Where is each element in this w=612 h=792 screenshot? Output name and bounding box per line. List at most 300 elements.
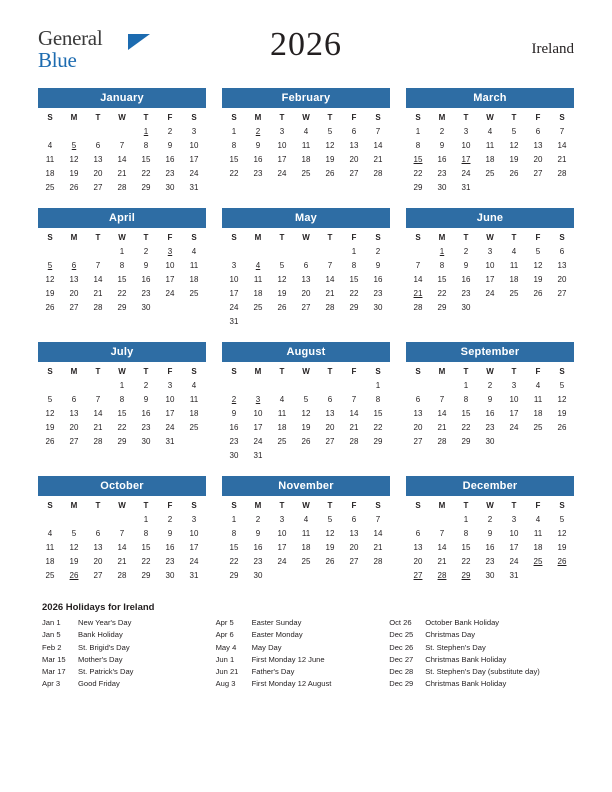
holiday-row (212, 617, 376, 629)
weekday-header: F (351, 501, 357, 510)
day-cell: 15 (349, 274, 359, 284)
weekday-header: T (327, 233, 333, 242)
week-row (406, 286, 574, 300)
day-cell: 5 (327, 126, 333, 136)
day-cell-empty (550, 180, 574, 194)
day-cell: 17 (277, 542, 287, 552)
day-cell: 27 (69, 436, 79, 446)
day-cell: 18 (253, 288, 263, 298)
holiday-name: Mother's Day (78, 654, 123, 664)
day-cell: 25 (485, 168, 495, 178)
day-cell: 4 (191, 246, 197, 256)
day-cell: 15 (117, 274, 127, 284)
day-cell: 28 (93, 436, 103, 446)
week-row (222, 258, 390, 272)
week-row (222, 392, 390, 406)
day-cell: 8 (415, 140, 421, 150)
day-cell-empty (86, 244, 110, 258)
week-row (222, 152, 390, 166)
day-cell: 21 (373, 542, 383, 552)
day-cell: 12 (509, 140, 519, 150)
day-cell-holiday: 5 (47, 260, 53, 270)
holidays-title: 2026 Holidays for Ireland (42, 602, 155, 613)
day-cell: 8 (463, 394, 469, 404)
day-cell: 23 (485, 422, 495, 432)
week-row (406, 258, 574, 272)
day-cell: 24 (509, 422, 519, 432)
weekday-header: S (47, 367, 53, 376)
weekday-header: S (231, 367, 237, 376)
weekday-header: S (191, 113, 197, 122)
day-cell: 14 (117, 542, 127, 552)
day-cell: 14 (437, 408, 447, 418)
day-cell-holiday: 1 (439, 246, 445, 256)
weekday-header: W (118, 113, 126, 122)
day-cell-empty (318, 314, 342, 328)
holiday-name: October Bank Holiday (425, 618, 500, 627)
holiday-name: St. Stephen's Day (425, 642, 486, 652)
week-row (38, 272, 206, 286)
week-row (222, 286, 390, 300)
day-cell: 18 (533, 408, 543, 418)
day-cell: 6 (95, 140, 101, 150)
day-cell: 14 (325, 274, 335, 284)
day-cell: 4 (279, 394, 285, 404)
day-cell: 14 (93, 274, 103, 284)
weekday-header: M (438, 113, 446, 122)
day-cell-holiday: 4 (255, 260, 261, 270)
day-cell-empty (502, 180, 526, 194)
day-cell: 29 (349, 302, 359, 312)
page-title-year: 2026 (270, 26, 342, 63)
week-row (222, 300, 390, 314)
day-cell: 3 (511, 514, 517, 524)
day-cell: 13 (93, 542, 103, 552)
weekday-header: W (118, 367, 126, 376)
weekday-header: T (463, 501, 469, 510)
week-row (38, 526, 206, 540)
day-cell: 27 (93, 182, 103, 192)
day-cell: 28 (117, 570, 127, 580)
day-cell: 15 (461, 542, 471, 552)
weekday-header-row (406, 110, 574, 124)
day-cell-empty (406, 378, 430, 392)
day-cell: 29 (437, 302, 447, 312)
day-cell: 2 (143, 246, 149, 256)
day-cell: 28 (373, 556, 383, 566)
day-cell: 10 (461, 140, 471, 150)
day-cell: 18 (45, 168, 55, 178)
weekday-header: S (415, 367, 421, 376)
day-cell: 4 (511, 246, 517, 256)
logo-text-blue: Blue (38, 47, 77, 72)
day-cell: 13 (325, 408, 335, 418)
holiday-row (385, 654, 574, 666)
day-cell: 27 (413, 436, 423, 446)
day-cell: 31 (189, 182, 199, 192)
day-cell: 25 (301, 168, 311, 178)
weekday-header: T (143, 233, 149, 242)
page-header (38, 0, 574, 80)
day-cell: 6 (559, 246, 565, 256)
day-cell: 14 (373, 140, 383, 150)
day-cell: 21 (373, 154, 383, 164)
day-cell: 9 (375, 260, 381, 270)
day-cell-empty (270, 244, 294, 258)
week-row (406, 244, 574, 258)
day-cell: 29 (229, 570, 239, 580)
day-cell: 6 (95, 528, 101, 538)
day-cell: 7 (559, 126, 565, 136)
week-row (406, 540, 574, 554)
day-cell: 20 (325, 422, 335, 432)
weekday-header: F (167, 367, 173, 376)
day-cell: 27 (93, 570, 103, 580)
day-cell: 9 (439, 140, 445, 150)
weekday-header: T (279, 367, 285, 376)
month-title: April (38, 208, 206, 228)
week-row (406, 138, 574, 152)
day-cell: 18 (533, 542, 543, 552)
holiday-date: Jan 5 (42, 630, 61, 640)
day-cell-empty (430, 512, 454, 526)
day-cell: 10 (253, 408, 263, 418)
day-cell: 11 (45, 542, 55, 552)
day-cell: 15 (229, 154, 239, 164)
day-cell-empty (366, 448, 390, 462)
day-cell-empty (550, 434, 574, 448)
weekday-header: M (70, 501, 78, 510)
day-cell: 14 (373, 528, 383, 538)
day-cell: 15 (141, 542, 151, 552)
day-cell: 9 (143, 260, 149, 270)
week-row (38, 244, 206, 258)
day-cell: 31 (165, 436, 175, 446)
day-cell: 28 (93, 302, 103, 312)
months-grid (38, 88, 574, 596)
day-cell: 30 (141, 436, 151, 446)
day-cell: 29 (373, 436, 383, 446)
holiday-date: May 4 (215, 642, 237, 652)
day-cell: 21 (117, 556, 127, 566)
day-cell: 24 (253, 436, 263, 446)
day-cell-holiday: 26 (69, 570, 79, 580)
day-cell: 18 (301, 154, 311, 164)
holiday-name: Christmas Bank Holiday (425, 679, 507, 689)
week-row (406, 512, 574, 526)
day-cell: 16 (165, 542, 175, 552)
day-cell: 1 (119, 246, 125, 256)
day-cell: 7 (351, 394, 357, 404)
day-cell: 23 (373, 288, 383, 298)
week-row (406, 526, 574, 540)
day-cell-empty (38, 378, 62, 392)
holiday-row (385, 678, 574, 690)
day-cell-empty (342, 314, 366, 328)
month-title: August (222, 342, 390, 362)
day-cell: 2 (167, 514, 173, 524)
day-cell-empty (38, 512, 62, 526)
month-calendar-table (406, 230, 574, 314)
day-cell: 13 (413, 542, 423, 552)
day-cell-holiday: 2 (231, 394, 237, 404)
day-cell: 23 (253, 168, 263, 178)
weekday-header-row (38, 364, 206, 378)
day-cell-empty (38, 124, 62, 138)
month-calendar-table (38, 110, 206, 194)
day-cell: 20 (69, 288, 79, 298)
day-cell: 31 (461, 182, 471, 192)
day-cell-empty (62, 244, 86, 258)
week-row (38, 258, 206, 272)
holiday-row (385, 666, 574, 678)
week-row (406, 166, 574, 180)
holiday-date: Apr 3 (42, 679, 61, 689)
week-row (38, 378, 206, 392)
holiday-date: Apr 5 (215, 618, 234, 627)
month-title: October (38, 476, 206, 496)
month-block (38, 342, 206, 462)
day-cell: 11 (533, 394, 543, 404)
weekday-header: W (302, 233, 310, 242)
week-row (222, 124, 390, 138)
day-cell-empty (406, 512, 430, 526)
weekday-header: S (559, 501, 565, 510)
day-cell: 18 (485, 154, 495, 164)
holiday-date: Aug 3 (215, 679, 236, 689)
day-cell: 24 (189, 556, 199, 566)
week-row (222, 540, 390, 554)
day-cell: 23 (461, 288, 471, 298)
day-cell: 26 (533, 288, 543, 298)
weekday-header: S (375, 367, 381, 376)
holiday-row (212, 678, 376, 690)
month-title: December (406, 476, 574, 496)
day-cell: 16 (141, 274, 151, 284)
weekday-header: T (463, 233, 469, 242)
holidays-section (38, 602, 574, 691)
day-cell: 16 (485, 408, 495, 418)
day-cell: 28 (413, 302, 423, 312)
day-cell: 15 (141, 154, 151, 164)
day-cell: 24 (277, 168, 287, 178)
day-cell-empty (270, 568, 294, 582)
holiday-row (385, 617, 574, 629)
day-cell-empty (158, 300, 182, 314)
day-cell: 3 (191, 514, 197, 524)
month-calendar-table (222, 364, 390, 462)
day-cell: 8 (143, 528, 149, 538)
weekday-header: M (254, 501, 262, 510)
day-cell: 10 (229, 274, 239, 284)
day-cell: 22 (117, 422, 127, 432)
day-cell: 10 (189, 528, 199, 538)
day-cell-empty (86, 124, 110, 138)
day-cell-empty (366, 568, 390, 582)
day-cell-empty (550, 300, 574, 314)
day-cell: 15 (373, 408, 383, 418)
weekday-header: F (167, 233, 173, 242)
week-row (38, 286, 206, 300)
day-cell: 22 (413, 168, 423, 178)
day-cell-empty (478, 180, 502, 194)
month-calendar-table (406, 498, 574, 582)
day-cell: 19 (45, 422, 55, 432)
day-cell: 10 (509, 528, 519, 538)
holiday-date: Jun 21 (215, 667, 239, 677)
weekday-header: M (70, 113, 78, 122)
day-cell: 26 (509, 168, 519, 178)
week-row (38, 138, 206, 152)
week-row (222, 526, 390, 540)
day-cell: 18 (509, 274, 519, 284)
day-cell: 21 (93, 288, 103, 298)
day-cell: 17 (165, 408, 175, 418)
day-cell: 3 (231, 260, 237, 270)
weekday-header: M (70, 367, 78, 376)
day-cell: 20 (349, 542, 359, 552)
day-cell-empty (270, 314, 294, 328)
day-cell: 22 (229, 556, 239, 566)
weekday-header-row (222, 110, 390, 124)
weekday-header: F (167, 501, 173, 510)
weekday-header: T (143, 113, 149, 122)
holiday-row (38, 666, 202, 678)
weekday-header: T (143, 367, 149, 376)
day-cell: 6 (351, 126, 357, 136)
day-cell: 21 (437, 556, 447, 566)
week-row (406, 378, 574, 392)
day-cell: 7 (375, 126, 381, 136)
weekday-header: W (302, 113, 310, 122)
week-row (38, 540, 206, 554)
day-cell: 27 (301, 302, 311, 312)
day-cell: 13 (301, 274, 311, 284)
day-cell: 5 (559, 514, 565, 524)
weekday-header-row (38, 498, 206, 512)
day-cell: 20 (301, 288, 311, 298)
day-cell: 19 (509, 154, 519, 164)
day-cell: 23 (229, 436, 239, 446)
day-cell: 7 (327, 260, 333, 270)
day-cell: 30 (165, 182, 175, 192)
day-cell-empty (62, 512, 86, 526)
day-cell: 9 (143, 394, 149, 404)
day-cell: 8 (119, 260, 125, 270)
day-cell: 30 (485, 570, 495, 580)
weekday-header: S (231, 233, 237, 242)
day-cell: 11 (189, 394, 199, 404)
day-cell: 6 (415, 394, 421, 404)
day-cell: 7 (95, 394, 101, 404)
day-cell: 1 (231, 514, 237, 524)
weekday-header-row (222, 498, 390, 512)
week-row (38, 392, 206, 406)
holiday-row (38, 654, 202, 666)
day-cell-empty (182, 434, 206, 448)
week-row (406, 272, 574, 286)
day-cell-empty (502, 434, 526, 448)
day-cell: 19 (45, 288, 55, 298)
day-cell-empty (246, 314, 270, 328)
day-cell: 21 (557, 154, 567, 164)
day-cell: 11 (301, 140, 311, 150)
day-cell: 9 (167, 528, 173, 538)
holiday-row (212, 666, 376, 678)
day-cell: 18 (189, 274, 199, 284)
day-cell: 23 (165, 168, 175, 178)
month-title: May (222, 208, 390, 228)
day-cell: 18 (301, 542, 311, 552)
day-cell: 27 (69, 302, 79, 312)
day-cell: 17 (165, 274, 175, 284)
day-cell: 25 (45, 570, 55, 580)
holiday-name: First Monday 12 June (251, 654, 325, 664)
day-cell-holiday: 21 (413, 288, 423, 298)
day-cell: 9 (255, 528, 261, 538)
day-cell: 8 (231, 528, 237, 538)
day-cell: 7 (95, 260, 101, 270)
holiday-date: Jan 1 (42, 618, 61, 627)
day-cell: 5 (511, 126, 517, 136)
day-cell-empty (62, 124, 86, 138)
day-cell: 13 (69, 408, 79, 418)
week-row (406, 568, 574, 582)
week-row (222, 272, 390, 286)
holiday-row (385, 629, 574, 641)
day-cell-holiday: 1 (143, 126, 149, 136)
weekday-header-row (406, 230, 574, 244)
day-cell: 11 (253, 274, 263, 284)
day-cell: 17 (189, 542, 199, 552)
day-cell: 15 (437, 274, 447, 284)
weekday-header: T (511, 233, 517, 242)
day-cell: 10 (165, 394, 175, 404)
day-cell-empty (478, 300, 502, 314)
weekday-header: M (438, 367, 446, 376)
day-cell-empty (246, 378, 270, 392)
day-cell-empty (222, 378, 246, 392)
day-cell: 30 (253, 570, 263, 580)
day-cell: 28 (437, 436, 447, 446)
holiday-name: St. Brigid's Day (78, 642, 130, 652)
week-row (38, 300, 206, 314)
weekday-header: T (327, 367, 333, 376)
day-cell: 5 (327, 514, 333, 524)
day-cell: 28 (557, 168, 567, 178)
day-cell: 26 (325, 168, 335, 178)
day-cell: 26 (557, 422, 567, 432)
day-cell: 11 (509, 260, 519, 270)
weekday-header: S (47, 233, 53, 242)
month-title: January (38, 88, 206, 108)
month-block (38, 476, 206, 582)
day-cell: 12 (325, 140, 335, 150)
day-cell: 25 (301, 556, 311, 566)
day-cell: 16 (253, 154, 263, 164)
day-cell: 17 (229, 288, 239, 298)
day-cell: 3 (511, 380, 517, 390)
day-cell: 3 (463, 126, 469, 136)
week-row (222, 138, 390, 152)
day-cell: 21 (349, 422, 359, 432)
weekday-header: F (167, 113, 173, 122)
day-cell-holiday: 25 (533, 556, 543, 566)
day-cell: 25 (253, 302, 263, 312)
holiday-row (38, 617, 202, 629)
week-row (406, 152, 574, 166)
week-row (38, 406, 206, 420)
